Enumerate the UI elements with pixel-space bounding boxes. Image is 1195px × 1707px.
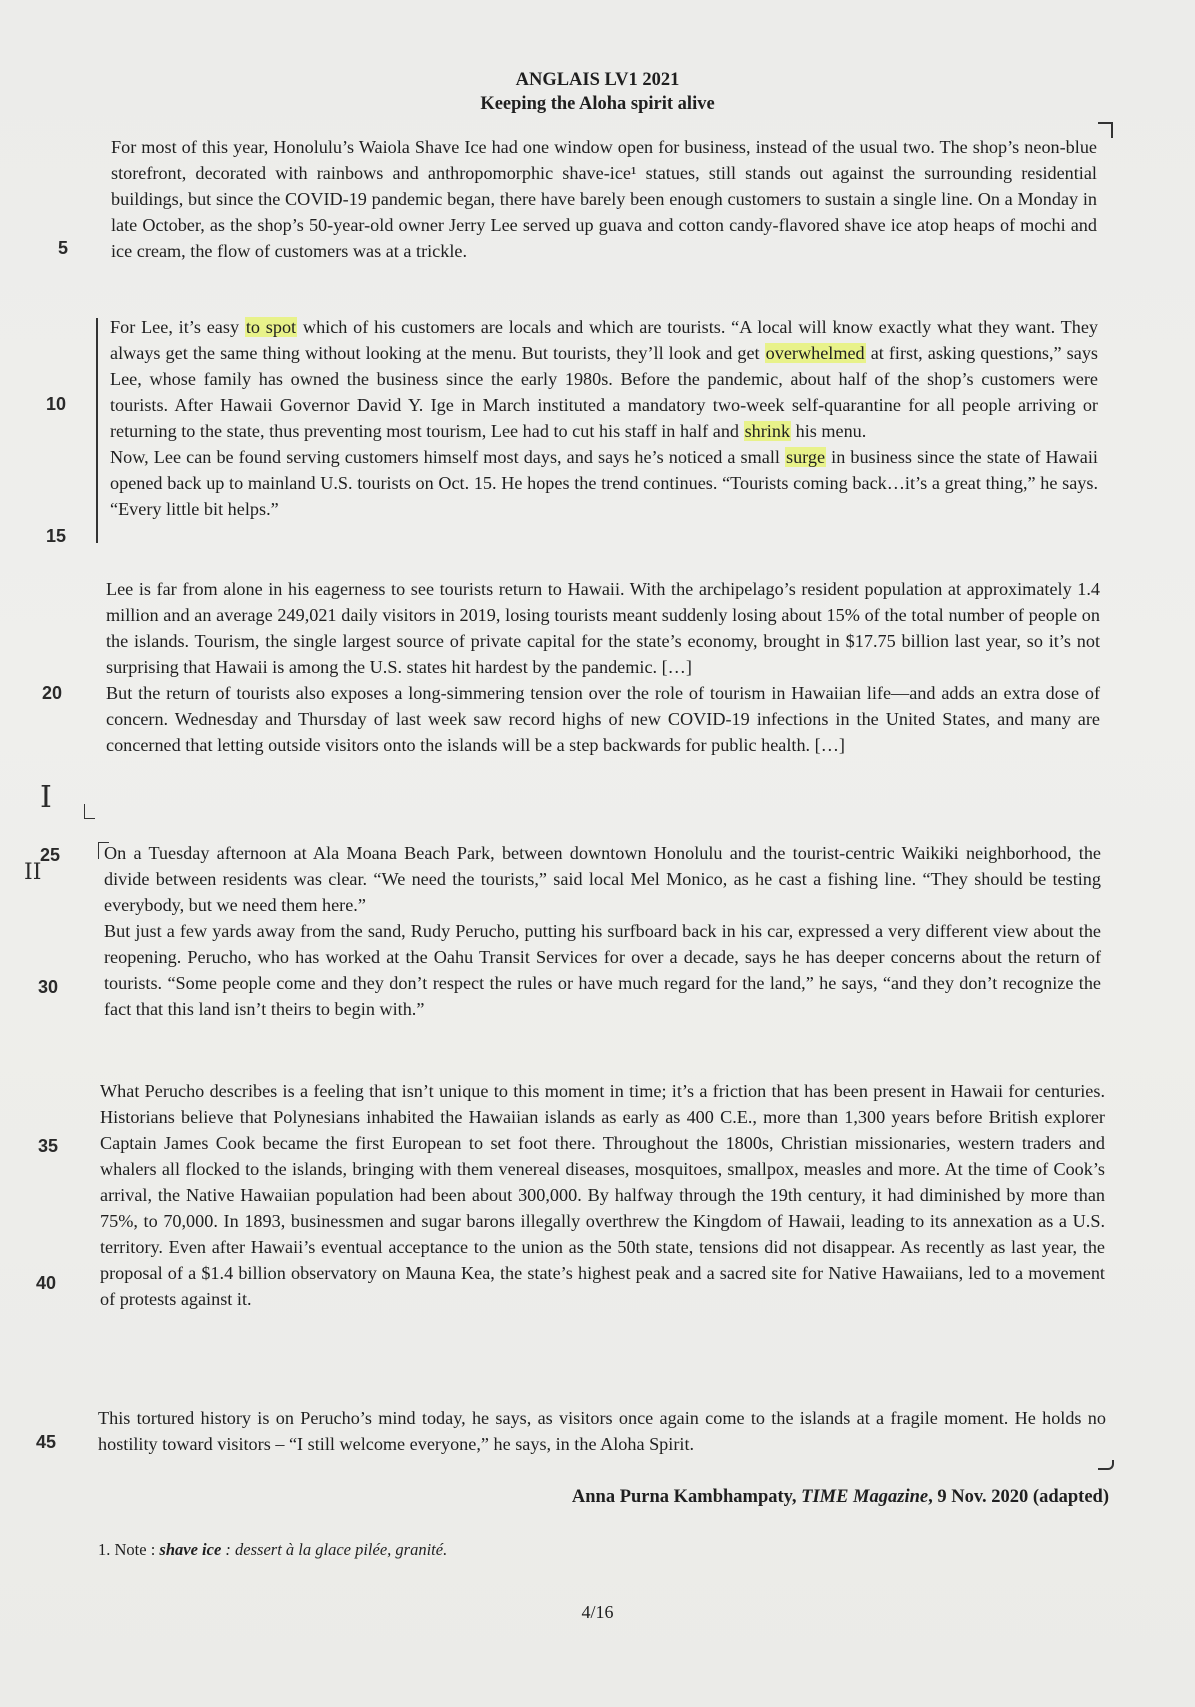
highlight-surge: surge [786, 447, 826, 467]
handwritten-bracket-end [1098, 1460, 1114, 1470]
paragraph-4: Lee is far from alone in his eagerness to see tourists return to Hawaii. With the archipelago’s resident population at approximately 1.4 million and an average 249,021 daily visitors in 2019, losing tourists meant suddenly losing about 15% of the total number of people on the islands. Tourism, the single largest source of private capital for the state’s economy, brought in $17.75 billion last year, so it’s not surprising that Hawaii is among the U.S. states hit hardest by the pandemic. […] But the return of tourists also exposes a long-simmering tension over the role of tourism in Hawaiian life—and adds an extra dose of concern. Wednesday and Thursday of last week saw record highs of new COVID-19 infections in the United States, and many are concerned that letting outside visitors onto the islands will be a step backwards for public health. […] [106, 576, 1100, 758]
paragraph-3: Now, Lee can be found serving customers himself most days, and says he’s noticed a small surge in business since the state of Hawaii opened back up to mainland U.S. tourists on Oct. 15. He hopes the trend continues. “Tourists coming back…it’s a great thing,” he says. “Every little bit helps.” [110, 447, 1098, 519]
line-number: 40 [36, 1273, 57, 1293]
paragraph-5: But the return of tourists also exposes a long-simmering tension over the role of tourism in Hawaiian life—and adds an extra dose of concern. Wednesday and Thursday of last week saw record highs of new COVID-19 infections in the United States, and many are concerned that letting outside visitors onto the islands will be a step backwards for public health. […] [106, 683, 1100, 755]
document-header [0, 68, 1195, 116]
line-number: 15 [46, 526, 67, 546]
paragraph-6: On a Tuesday afternoon at Ala Moana Beach Park, between downtown Honolulu and the tourist-centric Waikiki neighborhood, the divide between residents was clear. “We need the tourists,” said local Mel Monico, as he cast a fishing line. “They should be testing everybody, but we need them here.” But just a few yards away from the sand, Rudy Perucho, putting his surfboard back in his car, expressed a very different view about the reopening. Perucho, who has worked at the Oahu Transit Services for over a decade, says he has deeper concerns about the return of tourists. “Some people come and they don’t respect the rules or have much regard for the land,” he says, “and they don’t recognize the fact that this land isn’t theirs to begin with.” [104, 840, 1101, 1022]
highlight-to-spot: to spot [245, 317, 297, 337]
line-number: 35 [38, 1136, 59, 1156]
handwritten-margin-line [96, 318, 98, 543]
line-number: 5 [58, 238, 69, 258]
handwritten-bracket-close [84, 804, 95, 819]
handwritten-mark-I: I [40, 780, 52, 815]
handwritten-bracket-open [1098, 122, 1113, 138]
highlight-shrink: shrink [744, 421, 791, 441]
line-number: 25 [40, 845, 61, 865]
line-number: 10 [46, 394, 67, 414]
exam-title: ANGLAIS LV1 2021 [515, 70, 680, 90]
paragraph-9: This tortured history is on Perucho’s mind today, he says, as visitors once again come to the islands at a fragile moment. He holds no hostility toward visitors – “I still welcome everyone,” he says, in the Aloha Spirit. [98, 1408, 1106, 1454]
article-source: Anna Purna Kambhampaty, TIME Magazine, 9 Nov. 2020 (adapted) [571, 1487, 1109, 1507]
paragraph-1: For most of this year, Honolulu’s Waiola Shave Ice had one window open for business, instead of the usual two. The shop’s neon-blue storefront, decorated with rainbows and anthropomorphic shave-ice¹ statues, still stands out against the surrounding residential buildings, but since the COVID-19 pandemic began, there have barely been enough customers to sustain a single line. On a Monday in late October, as the shop’s 50-year-old owner Jerry Lee served up guava and cotton candy-flavored shave ice atop heaps of mochi and ice cream, the flow of customers was at a trickle. [111, 137, 1097, 261]
article-title: Keeping the Aloha spirit alive [480, 94, 715, 114]
line-number: 30 [38, 977, 59, 997]
line-number: 45 [36, 1432, 57, 1452]
page-number: 4/16 [581, 1602, 614, 1622]
paragraph-7: But just a few yards away from the sand, Rudy Perucho, putting his surfboard back in his car, expressed a very different view about the reopening. Perucho, who has worked at the Oahu Transit Services for over a decade, says he has deeper concerns about the return of tourists. “Some people come and they don’t respect the rules or have much regard for the land,” he says, “and they don’t recognize the fact that this land isn’t theirs to begin with.” [104, 921, 1101, 1019]
line-number: 20 [42, 683, 63, 703]
paragraph-2: For Lee, it’s easy to spot which of his customers are locals and which are tourists. “A local will know exactly what they want. They always get the same thing without looking at the menu. But tourists, they’ll look and get overwhelmed at first, asking questions,” says Lee, whose family has owned the business since the early 1980s. Before the pandemic, about half of the shop’s customers were tourists. After Hawaii Governor David Y. Ige in March instituted a mandatory two-week self-quarantine for all people arriving or returning to the state, thus preventing most tourism, Lee had to cut his staff in half and shrink his menu. Now, Lee can be found serving customers himself most days, and says he’s noticed a small surge in business since the state of Hawaii opened back up to mainland U.S. tourists on Oct. 15. He hopes the trend continues. “Tourists coming back…it’s a great thing,” he says. “Every little bit helps.” [110, 314, 1098, 522]
highlight-overwhelmed: overwhelmed [765, 343, 865, 363]
paragraph-8: What Perucho describes is a feeling that isn’t unique to this moment in time; it’s a friction that has been present in Hawaii for centuries. Historians believe that Polynesians inhabited the Hawaiian islands as early as 400 C.E., more than 1,300 years before British explorer Captain James Cook became the first European to set foot there. Throughout the 1800s, Christian missionaries, western traders and whalers all flocked to the islands, bringing with them venereal diseases, mosquitoes, smallpox, measles and more. At the time of Cook’s arrival, the Native Hawaiian population had been about 300,000. By halfway through the 19th century, it had diminished by more than 75%, to 70,000. In 1893, businessmen and sugar barons illegally overthrew the Kingdom of Hawaii, leading to its annexation as a U.S. territory. Even after Hawaii’s eventual acceptance to the union as the 50th state, tensions did not disappear. As recently as last year, the proposal of a $1.4 billion observatory on Mauna Kea, the state’s highest peak and a sacred site for Native Hawaiians, led to a movement of protests against it. [100, 1081, 1105, 1309]
handwritten-mark-II: II [24, 860, 42, 885]
footnote: 1. Note : shave ice : dessert à la glace pilée, granité. [98, 1540, 448, 1559]
